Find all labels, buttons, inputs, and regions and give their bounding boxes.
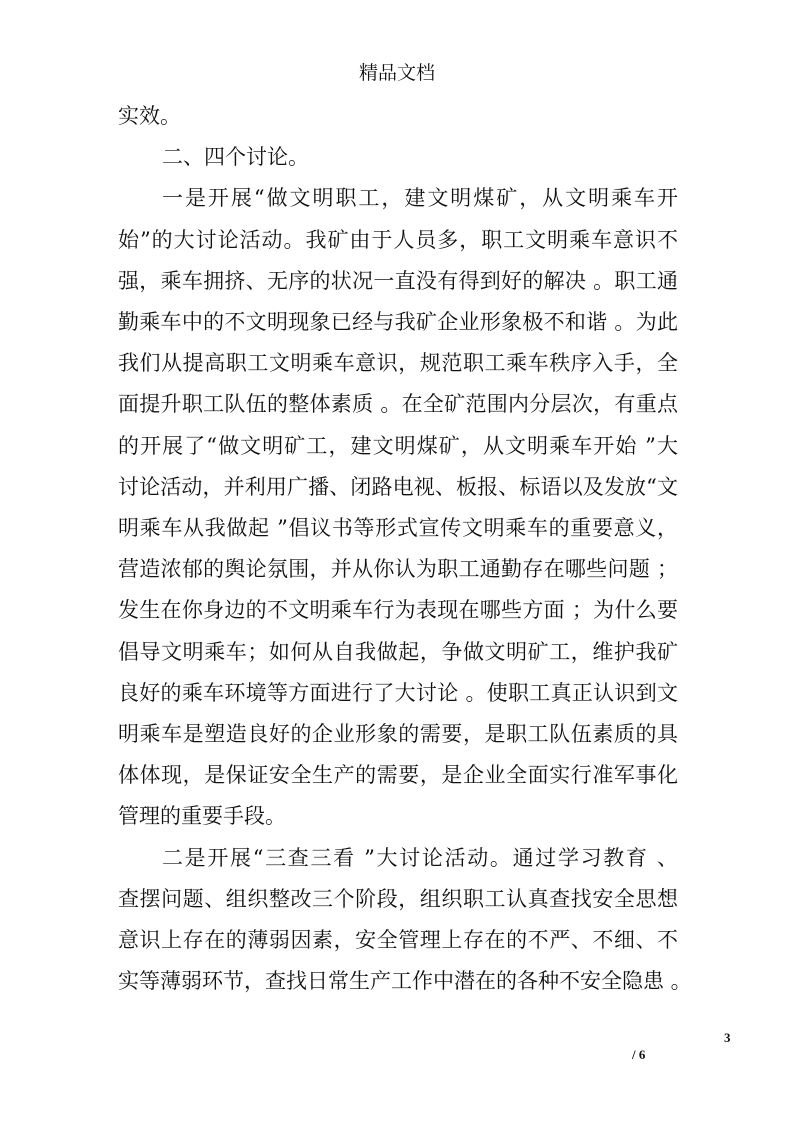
body-line: 发生在你身边的不文明乘车行为表现在哪些方面 ；为什么要 [118,598,678,623]
body-line: 实等薄弱环节，查找日常生产工作中潜在的各种不安全隐患 。 [118,969,692,994]
body-line: 讨论活动，并利用广播、闭路电视、板报、标语以及发放“文 [118,474,678,499]
paragraph-second-discussion [118,838,692,1003]
body-line: 实效。 [118,104,181,128]
body-line: 良好的乘车环境等方面进行了大讨论 。使职工真正认识到文 [118,680,678,705]
document-body [118,96,692,1002]
body-line: 二是开展“三查三看 ”大讨论活动。通过学习教育 、 [162,845,678,870]
body-line: 管理的重要手段。 [118,804,286,829]
body-line: 一是开展“做文明职工，建文明煤矿，从文明乘车开 [162,186,678,211]
document-header-title: 精品文档 [358,62,435,84]
page-number: 3 [724,1030,731,1045]
body-line: 体体现，是保证安全生产的需要，是企业全面实行准军事化 [118,763,678,788]
body-line: 倡导文明乘车；如何从自我做起，争做文明矿工，维护我矿 [118,639,678,664]
page-total: / 6 [632,1047,646,1062]
body-line: 营造浓郁的舆论氛围，并从你认为职工通勤存在哪些问题 ； [118,557,678,582]
paragraph-first-discussion [118,178,678,837]
paragraph-continuation [118,96,678,137]
section-heading: 二、四个讨论。 [162,145,309,170]
section-heading-paragraph [118,137,678,178]
body-line: 始”的大讨论活动。我矿由于人员多，职工文明乘车意识不 [118,227,678,252]
body-line: 的开展了“做文明矿工，建文明煤矿，从文明乘车开始 ”大 [118,433,678,458]
body-line: 面提升职工队伍的整体素质 。在全矿范围内分层次，有重点 [118,392,678,417]
body-line: 明乘车从我做起 ”倡议书等形式宣传文明乘车的重要意义， [118,516,678,541]
body-line: 意识上存在的薄弱因素，安全管理上存在的不严、不细、不 [118,928,678,953]
body-line: 勤乘车中的不文明现象已经与我矿企业形象极不和谐 。为此 [118,310,678,335]
body-line: 查摆问题、组织整改三个阶段，组织职工认真查找安全思想 [118,886,678,911]
body-line: 我们从提高职工文明乘车意识，规范职工乘车秩序入手，全 [118,351,678,376]
body-line: 明乘车是塑造良好的企业形象的需要，是职工队伍素质的具 [118,722,678,747]
body-line: 强，乘车拥挤、无序的状况一直没有得到好的解决 。职工通 [118,268,678,293]
